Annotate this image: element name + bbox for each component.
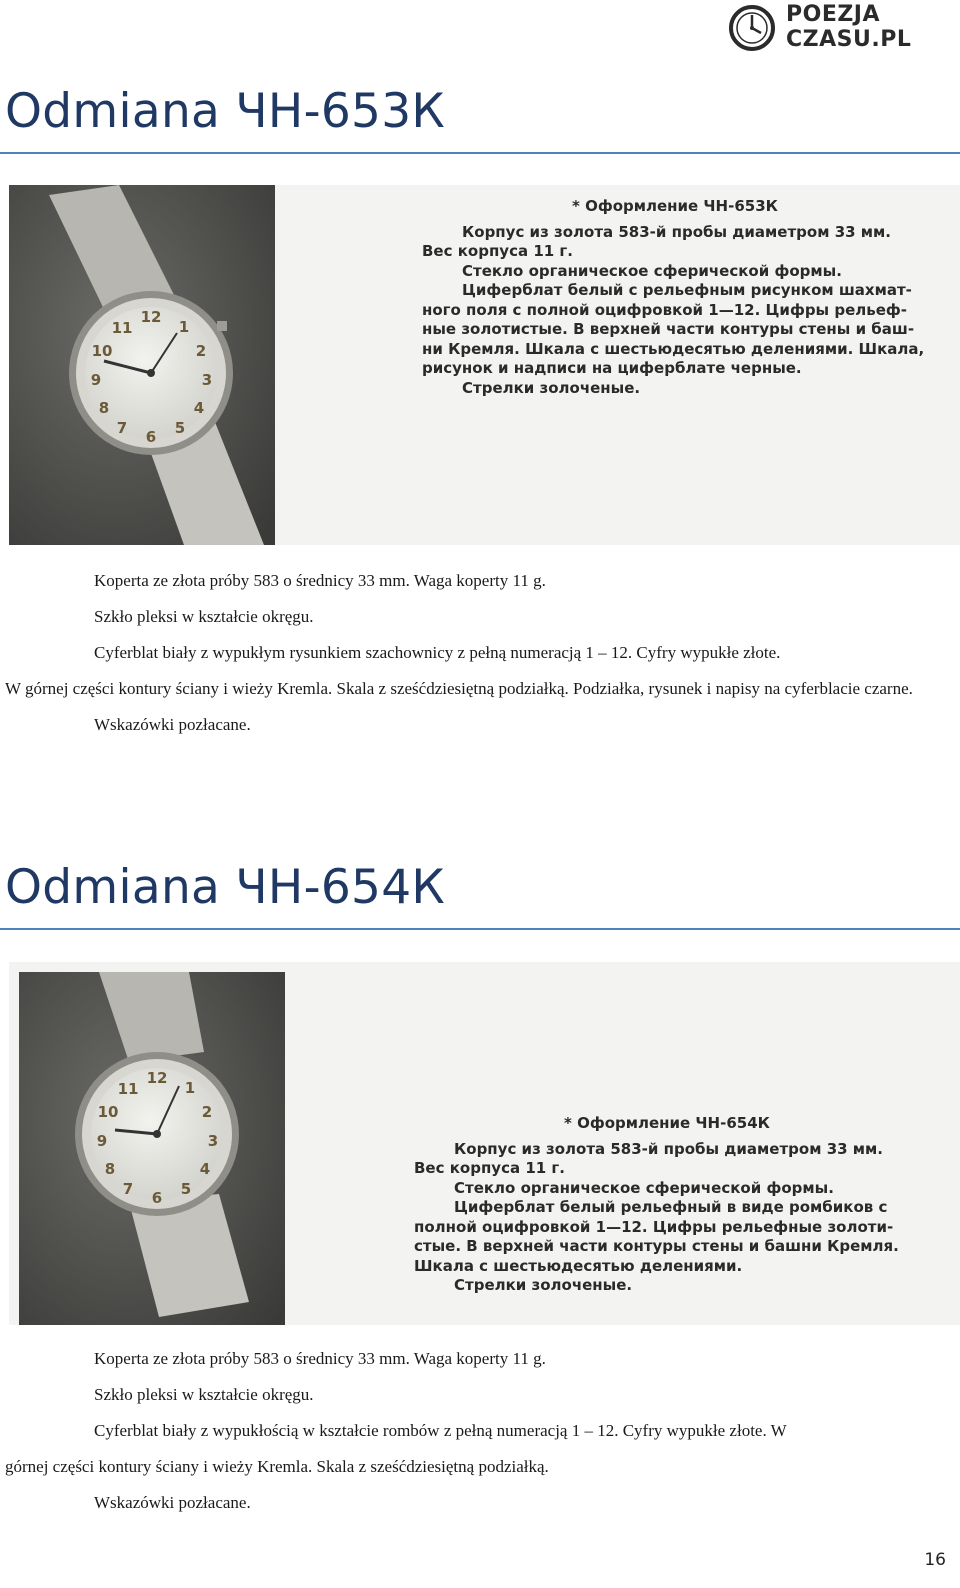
svg-text:8: 8 bbox=[104, 1160, 116, 1178]
svg-text:4: 4 bbox=[193, 399, 205, 417]
paragraph: Szkło pleksi w kształcie okręgu. bbox=[94, 1385, 314, 1404]
svg-text:6: 6 bbox=[151, 1189, 163, 1207]
catalog-plate-653 bbox=[9, 185, 960, 545]
paragraph: Cyferblat biały z wypukłym rysunkiem szachownicy z pełną numeracją 1 – 12. Cyfry wypukłe złote. bbox=[94, 643, 781, 662]
svg-text:12: 12 bbox=[140, 308, 162, 326]
page-number: 16 bbox=[924, 1550, 946, 1570]
plate-line: Стрелки золоченые. bbox=[462, 378, 641, 397]
paragraph: Koperta ze złota próby 583 o średnicy 33 mm. Waga koperty 11 g. bbox=[94, 571, 546, 590]
svg-text:2: 2 bbox=[195, 342, 207, 360]
svg-text:11: 11 bbox=[117, 1080, 139, 1098]
plate-line: Стекло органическое сферической формы. bbox=[454, 1178, 834, 1197]
logo-line2: CZASU.PL bbox=[786, 27, 912, 52]
plate-line: полной оцифровкой 1—12. Цифры рельефные золоти- bbox=[414, 1217, 894, 1236]
section-heading-654: Odmiana ЧН-654К bbox=[5, 860, 446, 915]
plate-line: Шкала с шестьюдесятью делениями. bbox=[414, 1256, 743, 1275]
svg-text:10: 10 bbox=[97, 1103, 119, 1121]
catalog-plate-654 bbox=[9, 962, 960, 1325]
paragraph: Koperta ze złota próby 583 o średnicy 33 mm. Waga koperty 11 g. bbox=[94, 1349, 546, 1368]
plate-line: Циферблат белый с рельефным рисунком шахмат- bbox=[462, 281, 912, 299]
svg-text:8: 8 bbox=[98, 399, 110, 417]
svg-text:4: 4 bbox=[199, 1160, 211, 1178]
watch-photo-654 bbox=[19, 972, 285, 1325]
section-heading-653: Odmiana ЧН-653К bbox=[5, 84, 446, 139]
translation-653 bbox=[0, 563, 955, 743]
plate-line: ни Кремля. Шкала с шестьюдесятью делениями. Шкала, bbox=[422, 339, 925, 358]
plate-line: рисунок и надписи на циферблате черные. bbox=[422, 359, 802, 377]
plate-line: Вес корпуса 11 г. bbox=[422, 242, 573, 260]
plate-title: * Оформление ЧН-654К bbox=[564, 1114, 770, 1132]
site-logo bbox=[728, 2, 956, 54]
plate-line: Стрелки золоченые. bbox=[454, 1276, 633, 1294]
plate-line: стые. В верхней части контуры стены и башни Кремля. bbox=[414, 1237, 899, 1255]
svg-text:7: 7 bbox=[122, 1180, 134, 1198]
plate-line: Корпус из золота 583-й пробы диаметром 33 мм. bbox=[454, 1139, 884, 1158]
plate-description-654 bbox=[414, 1114, 899, 1296]
paragraph: Wskazówki pozłacane. bbox=[94, 1493, 251, 1512]
clock-icon bbox=[728, 4, 776, 52]
plate-line: ные золотистые. В верхней части контуры стены и баш- bbox=[422, 320, 915, 338]
logo-wordmark bbox=[786, 2, 911, 52]
paragraph: górnej części kontury ściany i wieży Kremla. Skala z sześćdziesiętną podziałką. bbox=[5, 1457, 549, 1476]
logo-line1: POEZJA bbox=[786, 2, 881, 27]
plate-line: Корпус из золота 583-й пробы диаметром 33 мм. bbox=[462, 222, 892, 241]
svg-text:9: 9 bbox=[90, 371, 102, 389]
svg-text:9: 9 bbox=[96, 1132, 108, 1150]
plate-line: ного поля с полной оцифровкой 1—12. Цифры рельеф- bbox=[422, 300, 908, 319]
plate-line: Вес корпуса 11 г. bbox=[414, 1159, 565, 1177]
svg-text:10: 10 bbox=[91, 342, 113, 360]
svg-text:1: 1 bbox=[178, 318, 190, 336]
watch-photo-653 bbox=[9, 185, 275, 545]
svg-text:12: 12 bbox=[146, 1069, 168, 1087]
paragraph: Cyferblat biały z wypukłością w kształcie rombów z pełną numeracją 1 – 12. Cyfry wypukłe złote. W bbox=[94, 1421, 787, 1440]
svg-text:7: 7 bbox=[116, 419, 128, 437]
svg-text:11: 11 bbox=[111, 319, 133, 337]
svg-text:1: 1 bbox=[184, 1079, 196, 1097]
plate-title: * Оформление ЧН-653К bbox=[572, 197, 778, 215]
paragraph: Szkło pleksi w kształcie okręgu. bbox=[94, 607, 314, 626]
paragraph: W górnej części kontury ściany i wieży Kremla. Skala z sześćdziesiętną podziałką. Podziałka, rysunek i napisy na cyferblacie czarne. bbox=[5, 679, 913, 698]
paragraph: Wskazówki pozłacane. bbox=[94, 715, 251, 734]
svg-text:5: 5 bbox=[180, 1180, 192, 1198]
translation-654 bbox=[0, 1341, 955, 1521]
plate-description-653 bbox=[422, 197, 924, 398]
plate-line: Стекло органическое сферической формы. bbox=[462, 261, 842, 280]
heading-underline bbox=[0, 928, 960, 930]
svg-text:3: 3 bbox=[201, 371, 213, 389]
svg-text:5: 5 bbox=[174, 419, 186, 437]
heading-underline bbox=[0, 152, 960, 154]
plate-line: Циферблат белый рельефный в виде ромбиков с bbox=[454, 1198, 888, 1216]
svg-text:3: 3 bbox=[207, 1132, 219, 1150]
svg-text:6: 6 bbox=[145, 428, 157, 446]
svg-text:2: 2 bbox=[201, 1103, 213, 1121]
